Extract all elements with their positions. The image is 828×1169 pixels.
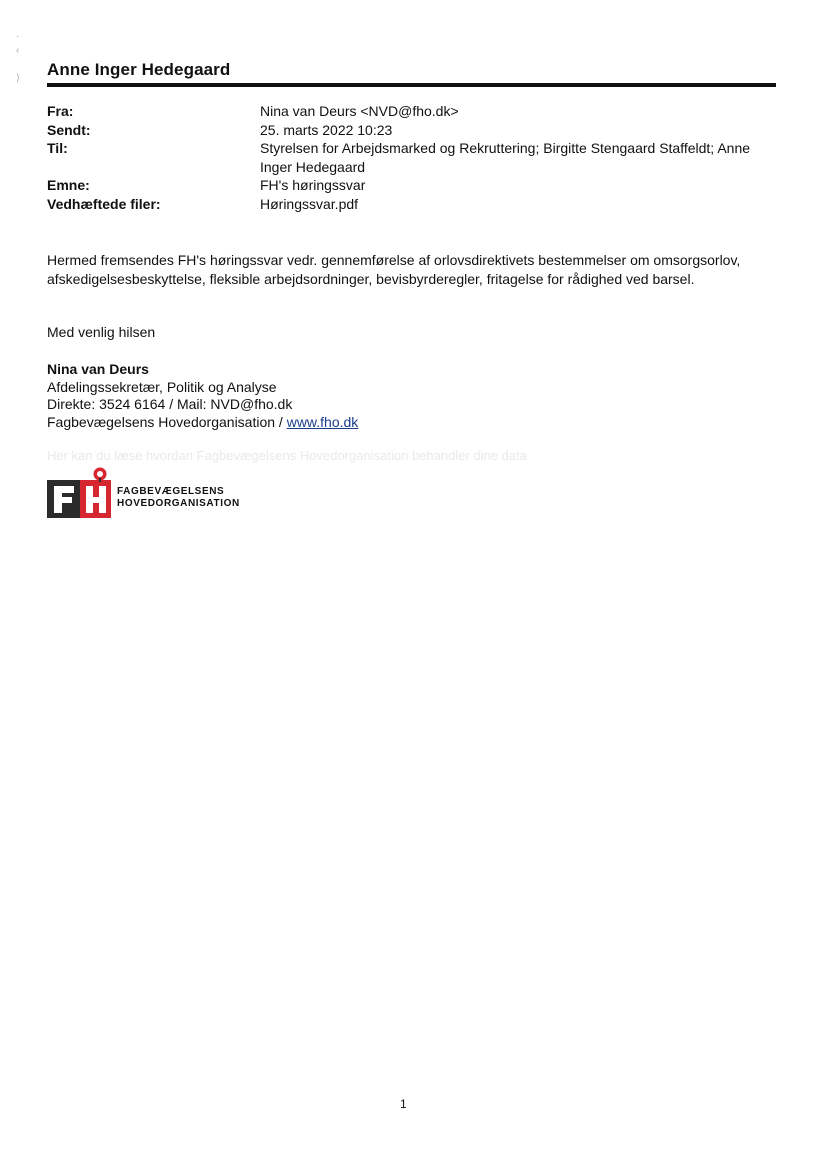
sent-value: 25. marts 2022 10:23 (260, 121, 393, 138)
signature-org-text: Fagbevægelsens Hovedorganisation / (47, 413, 287, 430)
privacy-notice-link[interactable]: Her kan du læse hvordan Fagbevægelsens Hovedorganisation behandler dine data (47, 448, 527, 463)
mailbox-owner-name: Anne Inger Hedegaard (47, 60, 231, 79)
header-attachments-row (47, 195, 767, 214)
attachment-file[interactable]: Høringssvar.pdf (260, 195, 359, 212)
subject-value: FH's høringssvar (260, 177, 366, 193)
logo-line-2: HOVEDORGANISATION (117, 498, 240, 509)
fh-logo-text (117, 486, 240, 510)
email-body: Hermed fremsendes FH's høringssvar vedr. gennemførelse af orlovsdirektivets bestemmelser om omsorgsorlov, afskedigelsesbeskyttelse, fleksible arbejdsordninger, bevisbyrderegler, fritagelse for rådighed ved barsel. (47, 252, 741, 287)
subject-label: Emne: (47, 177, 90, 193)
from-value: Nina van Deurs <NVD@fho.dk> (260, 103, 459, 119)
signature-contact: Direkte: 3524 6164 / Mail: NVD@fho.dk (47, 396, 293, 412)
signature-title: Afdelingssekretær, Politik og Analyse (47, 378, 277, 395)
signature-block (47, 361, 358, 431)
fh-logo-mark (46, 466, 116, 522)
header-sent-row (47, 121, 767, 140)
greeting: Med venlig hilsen (47, 324, 156, 340)
signature-name: Nina van Deurs (47, 361, 149, 377)
header-subject-row (47, 176, 767, 195)
sent-label: Sendt: (47, 121, 91, 138)
website-link[interactable]: www.fho.dk (286, 413, 359, 430)
scan-specks: · ‹ ⟩ (16, 31, 20, 84)
page-number: 1 (400, 1097, 407, 1111)
to-label: Til: (47, 140, 68, 156)
attachments-label: Vedhæftede filer: (47, 195, 161, 212)
signature-organisation (47, 414, 358, 432)
header-rule (47, 83, 776, 87)
email-header-block (47, 102, 767, 213)
to-value: Styrelsen for Arbejdsmarked og Rekruttering; Birgitte Stengaard Staffeldt; Anne Inger Hedegaard (260, 140, 751, 175)
from-label: Fra: (47, 103, 74, 119)
fh-logo (46, 466, 266, 522)
header-to-row (47, 139, 767, 176)
header-from-row (47, 102, 767, 121)
logo-line-1: FAGBEVÆGELSENS (117, 486, 225, 497)
